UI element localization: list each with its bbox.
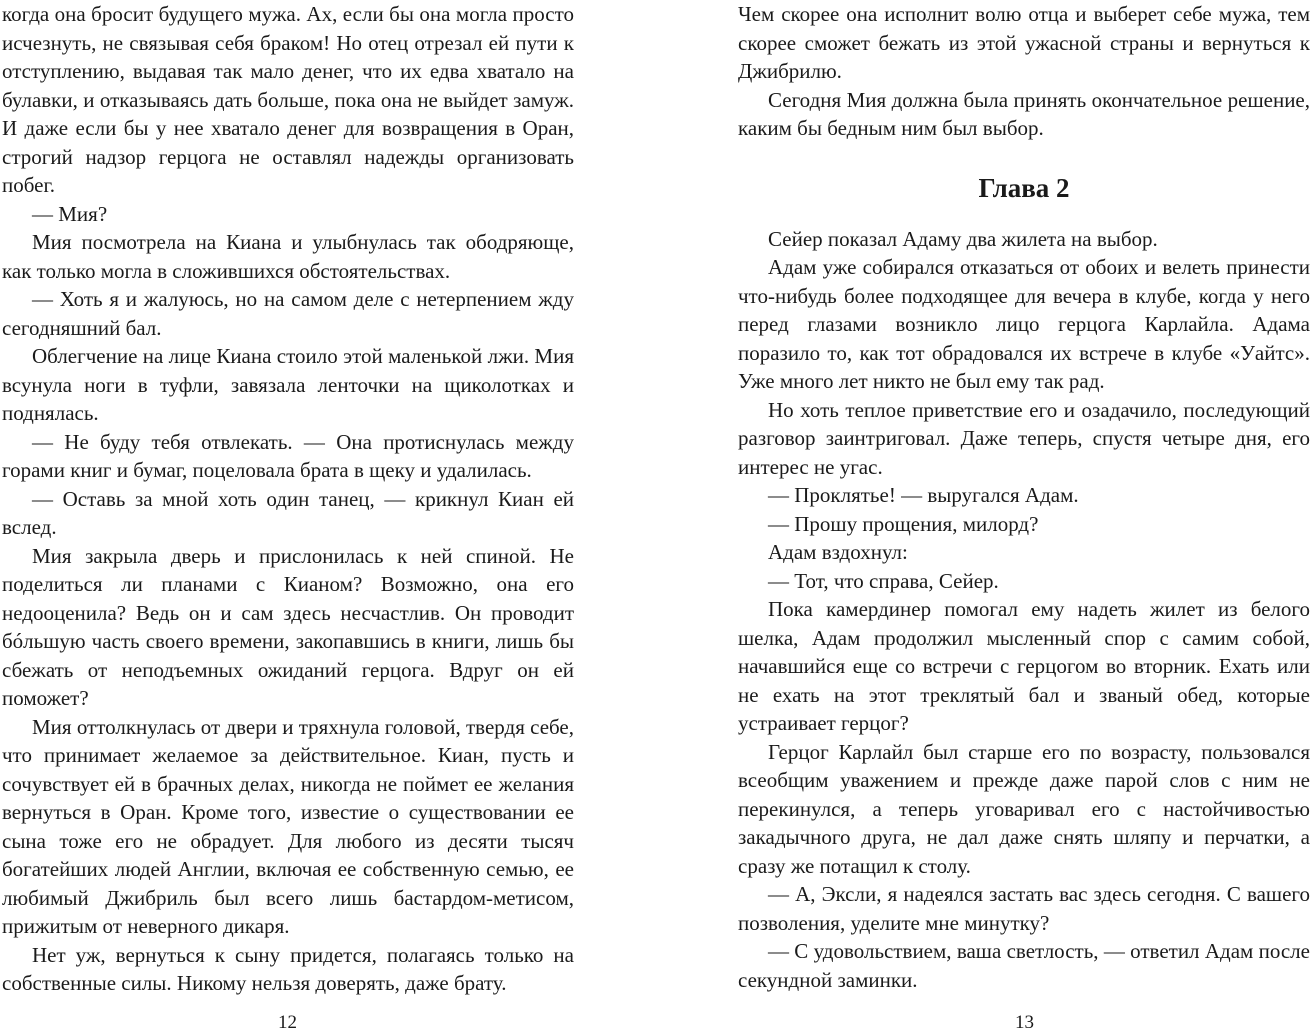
right-page-intro bbox=[738, 0, 1310, 143]
paragraph: — Не буду тебя отвлекать. — Она протиснулась между горами книг и бумаг, поцеловала брата в щеку и удалилась. bbox=[2, 429, 574, 482]
paragraph: Адам вздохнул: bbox=[768, 540, 908, 564]
paragraph: Мия посмотрела на Киана и улыбнулась так ободряюще, как только могла в сложившихся обстоятельствах. bbox=[2, 230, 574, 283]
right-page-text bbox=[738, 225, 1310, 995]
paragraph: Чем скорее она исполнит волю отца и выберет себе мужа, тем скорее сможет бежать из этой ужасной страны и вернуться к Джибрилю. bbox=[738, 2, 1310, 83]
paragraph: Пока камердинер помогал ему надеть жилет из белого шелка, Адам продолжил мысленный спор с самим собой, начавшийся еще со встречи с герцогом во вторник. Ехать или не ехать на этот треклятый бал и званый обед, которые устраивает герцог? bbox=[738, 597, 1310, 735]
paragraph: Сейер показал Адаму два жилета на выбор. bbox=[768, 226, 1158, 251]
chapter-title: Глава 2 bbox=[978, 172, 1070, 203]
paragraph: Сегодня Мия должна была принять окончательное решение, каким бы бедным ним был выбор. bbox=[738, 87, 1310, 140]
page-number-right: 13 bbox=[1015, 1012, 1034, 1033]
page-number-left: 12 bbox=[278, 1012, 297, 1033]
left-page-text bbox=[2, 0, 574, 998]
paragraph: — А, Эксли, я надеялся застать вас здесь сегодня. С вашего позволения, уделите мне минутку? bbox=[738, 882, 1310, 935]
paragraph: Мия оттолкнулась от двери и тряхнула головой, твердя себе, что принимает желаемое за действительное. Киан, пусть и сочувствует ей в брачных делах, никогда не поймет ее желания вернуться в Оран. Кроме того, известие о существовании ее сына тоже его не обрадует. Для любого из десяти тысяч богатейших людей Англии, включая ее собственную семью, ее любимый Джибриль был всего лишь бастардом-метисом, прижитым от неверного дикаря. bbox=[2, 714, 574, 938]
paragraph: — С удовольствием, ваша светлость, — ответил Адам после секундной заминки. bbox=[738, 939, 1310, 992]
right-page bbox=[738, 0, 1310, 994]
paragraph: когда она бросит будущего мужа. Ах, если бы она могла просто исчезнуть, не связывая себя браком! Но отец отрезал ей пути к отступлению, выдавая так мало денег, что их едва хватало на булавки, и отказываясь дать больше, пока она не выйдет замуж. И даже если бы у нее хватало денег для возвращения в Оран, строгий надзор герцога не оставлял надежды организовать побег. bbox=[2, 2, 574, 197]
left-page bbox=[2, 0, 574, 998]
paragraph: — Прошу прощения, милорд? bbox=[768, 511, 1039, 536]
paragraph: Облегчение на лице Киана стоило этой маленькой лжи. Мия всунула ноги в туфли, завязала ленточки на щиколотках и поднялась. bbox=[2, 344, 574, 425]
paragraph: Мия закрыла дверь и прислонилась к ней спиной. Не поделиться ли планами с Кианом? Возможно, она его недооценила? Ведь он и сам здесь несчастлив. Он проводит бóльшую часть своего времени, закопавшись в книги, лишь бы сбежать от неподъемных ожиданий герцога. Вдруг он ей поможет? bbox=[2, 543, 574, 710]
paragraph: — Хоть я и жалуюсь, но на самом деле с нетерпением жду сегодняшний бал. bbox=[2, 287, 574, 340]
paragraph: Но хоть теплое приветствие его и озадачило, последующий разговор заинтриговал. Даже теперь, спустя четыре дня, его интерес не угас. bbox=[738, 397, 1310, 479]
paragraph: — Проклятье! — выругался Адам. bbox=[768, 483, 1079, 507]
paragraph: — Мия? bbox=[32, 201, 108, 226]
paragraph: Нет уж, вернуться к сыну придется, полагаясь только на собственные силы. Никому нельзя доверять, даже брату. bbox=[2, 942, 574, 995]
paragraph: — Оставь за мной хоть один танец, — крикнул Киан ей вслед. bbox=[2, 486, 574, 539]
paragraph: Герцог Карлайл был старше его по возрасту, пользовался всеобщим уважением и прежде даже парой слов с ним не перекинулся, а теперь уговаривал его с настойчивостью закадычного друга, не дал даже снять шляпу и перчатки, а сразу же потащил к столу. bbox=[738, 739, 1310, 878]
paragraph: Адам уже собирался отказаться от обоих и велеть принести что-нибудь более подходящее для вечера в клубе, когда у него перед глазами возникло лицо герцога Карлайла. Адама поразило то, как тот обрадовался их встрече в клубе «Уайтс». Уже много лет никто не был ему так рад. bbox=[738, 255, 1310, 393]
paragraph: — Тот, что справа, Сейер. bbox=[768, 568, 999, 593]
